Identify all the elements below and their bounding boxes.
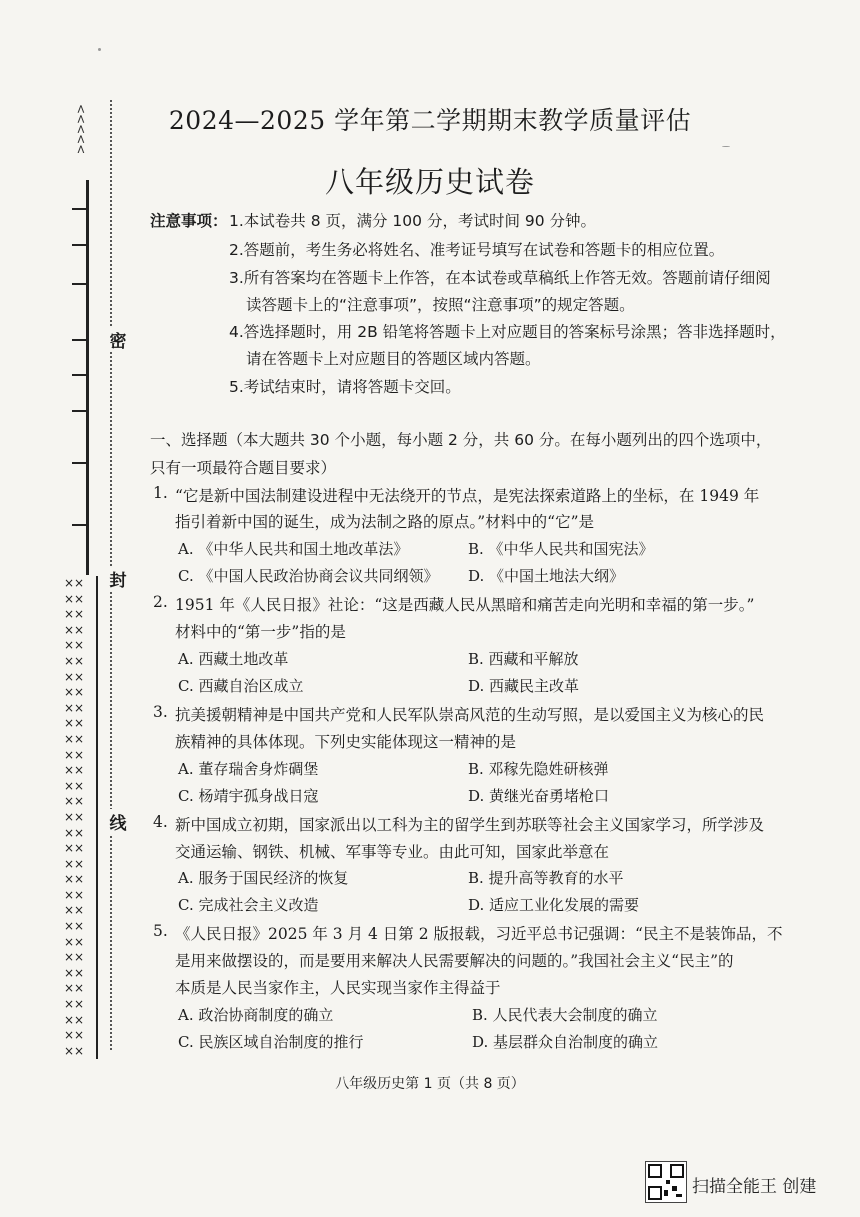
question-number: 5. <box>153 922 168 940</box>
binding-tick <box>72 410 88 412</box>
cross-mark-row: ×× <box>64 1043 85 1058</box>
cross-mark-row: ×× <box>64 856 85 871</box>
binding-check-marks: <<<<< <box>74 104 88 155</box>
cross-mark-row: ×× <box>64 809 85 824</box>
cross-mark-row: ×× <box>64 778 85 793</box>
question-number: 1. <box>153 484 168 502</box>
cross-mark-row: ×× <box>64 622 85 637</box>
option-d: D. 黄继光奋勇堵枪口 <box>468 787 610 805</box>
seal-word-feng: 封 <box>106 566 130 591</box>
notes-label: 注意事项： <box>150 212 228 230</box>
cross-mark-row: ×× <box>64 950 85 965</box>
cross-mark-row: ×× <box>64 965 85 980</box>
binding-tick <box>72 244 88 246</box>
binding-tick <box>72 339 88 341</box>
option-c: C. 西藏自治区成立 <box>178 677 304 695</box>
question-text: 抗美援朝精神是中国共产党和人民军队崇高风范的生动写照，是以爱国主义为核心的民 <box>175 706 765 724</box>
page-footer: 八年级历史第 1 页（共 8 页） <box>335 1076 525 1092</box>
option-d: D. 西藏民主改革 <box>468 677 580 695</box>
cross-mark-row: ×× <box>64 607 85 622</box>
question-text: 是用来做摆设的，而是要用来解决人民需要解决的问题的。”我国社会主义“民主”的 <box>175 952 734 970</box>
option-a: A. 西藏土地改革 <box>178 650 289 668</box>
qr-code-icon <box>645 1161 687 1203</box>
cross-mark-row: ×× <box>64 887 85 902</box>
option-a: A. 政治协商制度的确立 <box>178 1006 334 1024</box>
section-heading: 一、选择题（本大题共 30 个小题，每小题 2 分，共 60 分。在每小题列出的四个选项中， <box>150 431 772 449</box>
cross-mark-row: ×× <box>64 669 85 684</box>
note-line: 2.答题前，考生务必将姓名、准考证号填写在试卷和答题卡的相应位置。 <box>229 241 725 259</box>
option-d: D. 基层群众自治制度的确立 <box>472 1033 659 1051</box>
question-text: 交通运输、钢铁、机械、军事等专业。由此可知，国家此举意在 <box>175 843 610 861</box>
cross-mark-row: ×× <box>64 825 85 840</box>
scan-speck <box>722 146 730 147</box>
option-a: A. 《中华人民共和国土地改革法》 <box>178 540 409 558</box>
cross-mark-row: ×× <box>64 591 85 606</box>
seal-word-mi: 密 <box>106 327 130 352</box>
exam-subtitle: 八年级历史试卷 <box>324 165 535 199</box>
cross-mark-row: ×× <box>64 794 85 809</box>
binding-bar <box>86 180 89 575</box>
cross-mark-row: ×× <box>64 731 85 746</box>
question-text: 指引着新中国的诞生，成为法制之路的原点。”材料中的“它”是 <box>175 513 595 531</box>
cross-mark-row: ×× <box>64 903 85 918</box>
option-b: B. 《中华人民共和国宪法》 <box>468 540 654 558</box>
seal-word-xian: 线 <box>106 809 130 834</box>
option-b: B. 西藏和平解放 <box>468 650 579 668</box>
binding-tick <box>72 374 88 376</box>
cross-mark-row: ×× <box>64 638 85 653</box>
note-line: 5.考试结束时，请将答题卡交回。 <box>229 378 461 396</box>
note-line: 1.本试卷共 8 页，满分 100 分，考试时间 90 分钟。 <box>229 212 597 230</box>
binding-cross-column <box>64 576 98 1059</box>
option-b: B. 提升高等教育的水平 <box>468 869 624 887</box>
cross-mark-row: ×× <box>64 716 85 731</box>
question-text: 1951 年《人民日报》社论：“这是西藏人民从黑暗和痛苦走向光明和幸福的第一步。” <box>175 596 755 614</box>
cross-mark-row: ×× <box>64 934 85 949</box>
binding-tick <box>72 462 88 464</box>
option-b: B. 邓稼先隐姓研核弹 <box>468 760 609 778</box>
cross-mark-row: ×× <box>64 872 85 887</box>
question-number: 3. <box>153 703 168 721</box>
cross-mark-row: ×× <box>64 841 85 856</box>
question-text: “它是新中国法制建设进程中无法绕开的节点，是宪法探索道路上的坐标，在 1949 年 <box>175 487 760 505</box>
cross-mark-row: ×× <box>64 1028 85 1043</box>
option-c: C. 杨靖宇孤身战日寇 <box>178 787 319 805</box>
note-line: 4.答选择题时，用 2B 铅笔将答题卡上对应题目的答案标号涂黑；答非选择题时， <box>229 323 786 341</box>
cross-mark-row: ×× <box>64 700 85 715</box>
cross-mark-row: ×× <box>64 685 85 700</box>
note-line: 请在答题卡上对应题目的答题区域内答题。 <box>246 350 541 368</box>
question-text: 《人民日报》2025 年 3 月 4 日第 2 版报载，习近平总书记强调：“民主不是装饰品，不 <box>175 925 783 943</box>
cross-mark-row: ×× <box>64 747 85 762</box>
option-a: A. 董存瑞舍身炸碉堡 <box>178 760 319 778</box>
note-line: 读答题卡上的“注意事项”，按照“注意事项”的规定答题。 <box>246 296 635 314</box>
cross-mark-row: ×× <box>64 763 85 778</box>
option-c: C. 《中国人民政治协商会议共同纲领》 <box>178 567 439 585</box>
option-c: C. 完成社会主义改造 <box>178 896 319 914</box>
option-a: A. 服务于国民经济的恢复 <box>178 869 349 887</box>
cross-mark-row: ×× <box>64 997 85 1012</box>
section-heading-cont: 只有一项最符合题目要求） <box>150 459 337 477</box>
cross-mark-row: ×× <box>64 981 85 996</box>
question-number: 2. <box>153 593 168 611</box>
binding-tick <box>72 524 88 526</box>
exam-title: 2024—2025 学年第二学期期末教学质量评估 <box>168 106 692 135</box>
cross-mark-row: ×× <box>64 1012 85 1027</box>
binding-tick <box>72 283 88 285</box>
cross-mark-row: ×× <box>64 576 85 590</box>
question-text: 新中国成立初期，国家派出以工科为主的留学生到苏联等社会主义国家学习，所学涉及 <box>175 816 765 834</box>
scanner-watermark: 扫描全能王 创建 <box>692 1177 817 1197</box>
option-d: D. 适应工业化发展的需要 <box>468 896 640 914</box>
question-text: 族精神的具体体现。下列史实能体现这一精神的是 <box>175 733 517 751</box>
binding-tick <box>72 208 88 210</box>
option-c: C. 民族区域自治制度的推行 <box>178 1033 364 1051</box>
question-number: 4. <box>153 813 168 831</box>
cross-mark-row: ×× <box>64 653 85 668</box>
note-line: 3.所有答案均在答题卡上作答，在本试卷或草稿纸上作答无效。答题前请仔细阅 <box>229 269 771 287</box>
scan-speck <box>98 48 101 51</box>
cross-mark-row: ×× <box>64 919 85 934</box>
option-b: B. 人民代表大会制度的确立 <box>472 1006 658 1024</box>
question-text: 材料中的“第一步”指的是 <box>175 623 346 641</box>
option-d: D. 《中国土地法大纲》 <box>468 567 625 585</box>
question-text: 本质是人民当家作主，人民实现当家作主得益于 <box>175 979 501 997</box>
